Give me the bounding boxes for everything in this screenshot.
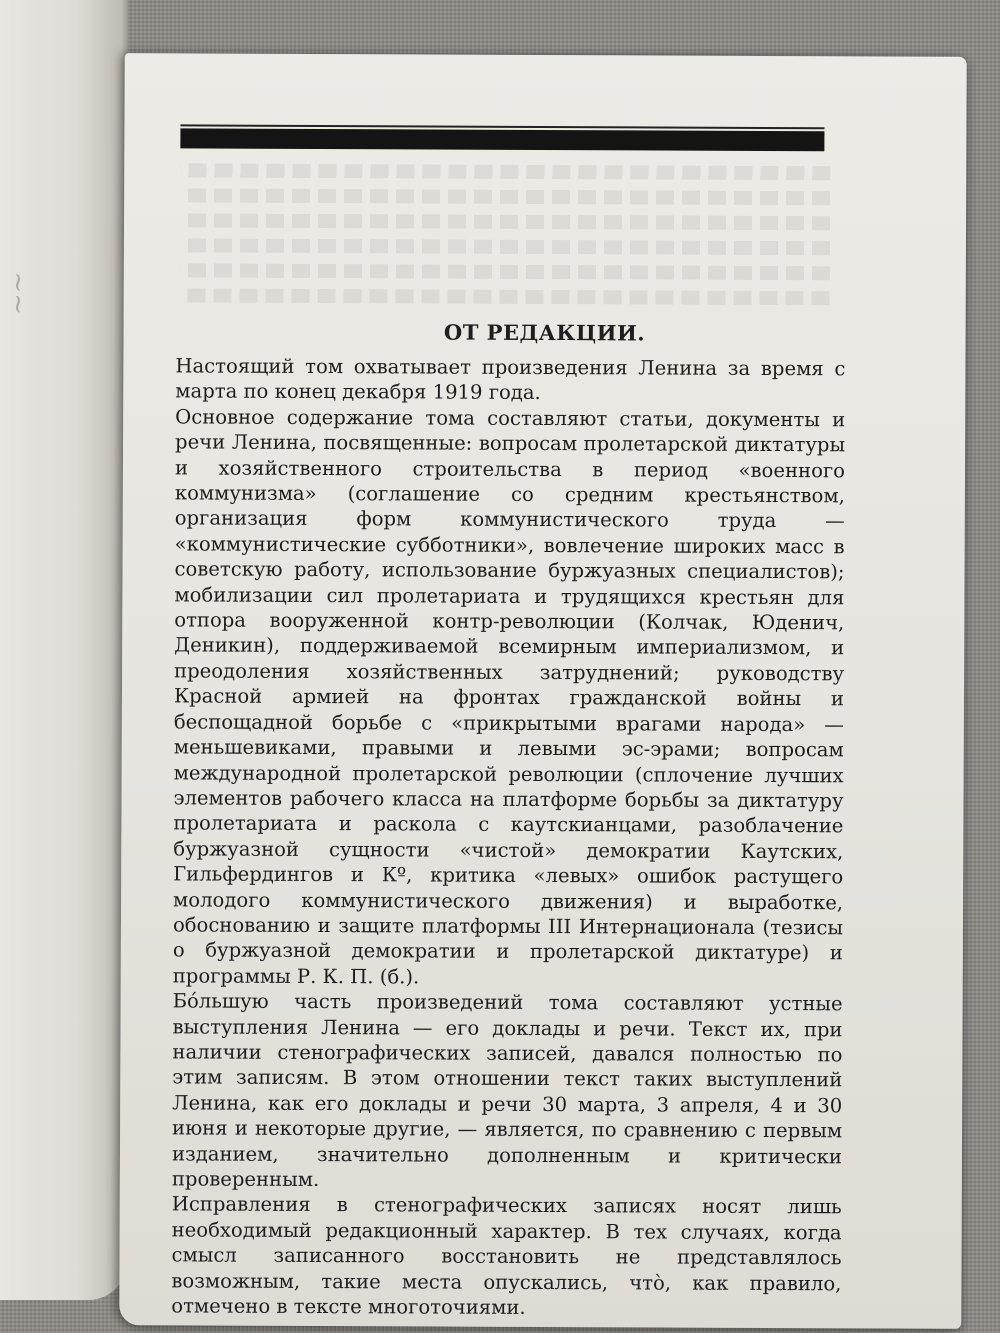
bleed-through-line xyxy=(180,238,830,255)
bleed-through-line xyxy=(180,188,830,205)
bleed-through-line xyxy=(180,288,830,305)
body-text xyxy=(171,353,845,1321)
page-title: ОТ РЕДАКЦИИ. xyxy=(443,319,646,346)
bleed-through-line xyxy=(180,263,830,280)
book-page xyxy=(119,53,967,1329)
paragraph: Основное содержание тома составляют статьи, документы и речи Ленина, посвященные: вопросам пролетарской диктатуры и хозяйственного строительства в период «военного коммунизма» (соглашение со средним крестьянством, организация форм коммунистического труда — «коммунистические субботники», вовлечение широких масс в советскую работу, использование буржуазных специалистов); мобилизации сил пролетариата и трудящихся крестьян для отпора вооруженной контр-революции (Колчак, Юденич, Деникин), поддерживаемой всемирным империализмом, и преодоления хозяйственных затруднений; руководству Красной армией на фронтах гражданской войны и беспощадной борьбе с «прикрытыми врагами народа» — меньшевиками, правыми и левыми эс-эрами; вопросам международной пролетарской революции (сплочение лучших элементов рабочего класса на платформе борьбы за диктатуру пролетариата и раскола с каутскианцами, разоблачение буржуазной сущности «чистой» демократии Каутских, Гильфердингов и Кº, критика «левых» ошибок растущего молодого коммунистического движения) и выработке, обоснованию и защите платформы III Интернационала (тезисы о буржуазной демократии и пролетарской диктатуре) и программы Р. К. П. (б.). xyxy=(172,405,846,989)
paragraph: Бо́льшую часть произведений тома составляют устные выступления Ленина — его доклады и речи. Текст их, при наличии стенографических записей, давался полностью по этим записям. В этом отношении текст таких выступлений Ленина, как его доклады и речи 30 марта, 3 апреля, 4 и 30 июня и некоторые другие, — является, по сравнению с первым изданием, значительно дополненным и критически проверенным. xyxy=(171,989,843,1192)
paragraph: Исправления в стенографических записях носят лишь необходимый редакционный характер. В тех случаях, когда смысл записанного восстановить не представлялось возможным, такие места опускались, что̀, как правило, отмечено в тексте многоточиями. xyxy=(171,1192,842,1319)
top-rule xyxy=(180,128,824,151)
bleed-through-line xyxy=(180,163,830,180)
left-page-edge xyxy=(0,0,128,1300)
left-page-bleed-mark: ~~ xyxy=(3,271,33,315)
paragraph: Настоящий том охватывает произведения Ленина за время с марта по конец декабря 1919 года. xyxy=(175,354,846,405)
bleed-through-line xyxy=(180,213,830,230)
